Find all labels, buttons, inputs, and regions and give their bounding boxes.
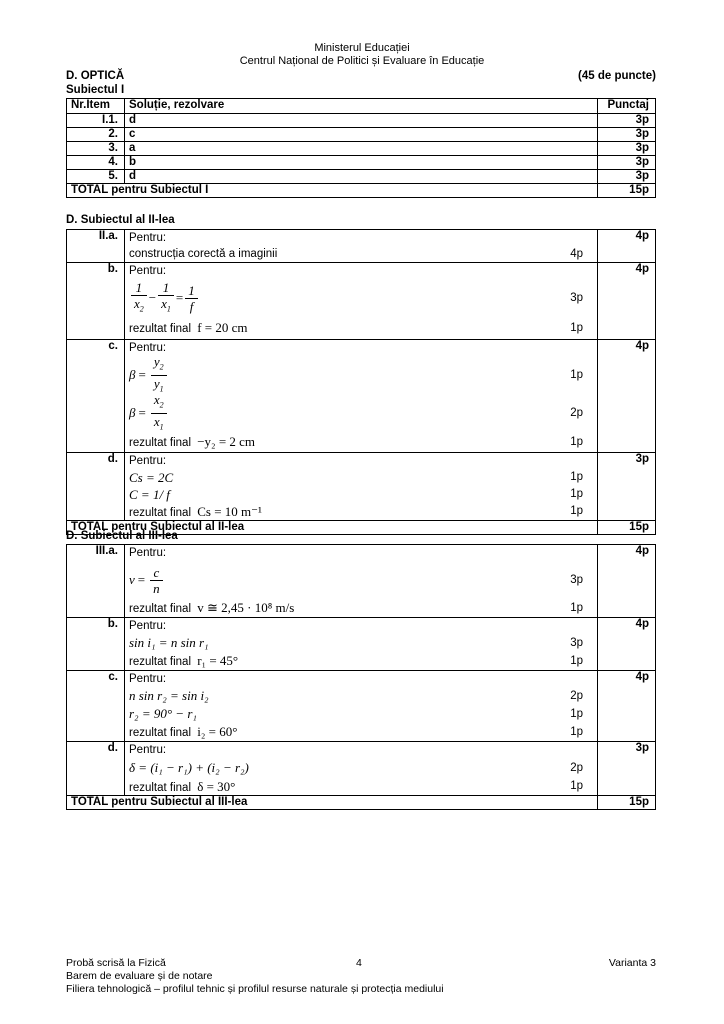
final-result-line — [129, 778, 593, 795]
page-number: 4 — [356, 957, 362, 969]
total-points: 15p — [598, 521, 656, 535]
points: 3p — [598, 156, 656, 170]
answer: d — [125, 114, 598, 128]
total-label: TOTAL pentru Subiectul al II-lea — [67, 521, 598, 535]
item-row-2a — [67, 230, 656, 263]
criterion-expression: δ = (i₁ − r₁) + (i₂ − r₂) — [129, 760, 249, 775]
item-points: 4p — [598, 671, 656, 742]
footer — [66, 957, 656, 969]
final-expression: r₁ = 45° — [197, 653, 239, 668]
variant-label: Varianta 3 — [608, 957, 656, 969]
answer: d — [125, 170, 598, 184]
final-expression: f = 20 cm — [197, 320, 248, 335]
table-row — [67, 128, 656, 142]
item-points: 4p — [598, 263, 656, 340]
criterion-points: 4p — [570, 248, 583, 260]
criterion-expression: n sin r₂ = sin i₂ — [129, 688, 209, 703]
pentru-label: Pentru: — [129, 673, 167, 685]
criterion-points: 2p — [570, 690, 583, 702]
footer-profile: Filiera tehnologică – profilul tehnic și profilul resurse naturale și protecția mediului — [66, 983, 444, 995]
criterion-line — [129, 486, 593, 503]
item-number: b. — [67, 618, 125, 671]
total-label: TOTAL pentru Subiectul al III-lea — [67, 796, 598, 810]
item-number: c. — [67, 671, 125, 742]
item-row-2c — [67, 340, 656, 453]
final-result-line — [129, 723, 593, 741]
criterion-expression: C = 1/ f — [129, 487, 170, 502]
pentru-label: Pentru: — [129, 744, 167, 756]
answer: a — [125, 142, 598, 156]
criterion-points: 3p — [570, 292, 583, 304]
lens-formula: $\frac{1}{x_2}$ − $\frac{1}{x_1}$ = $\frac{1}{f}$ 3p — [129, 279, 593, 317]
criterion-line — [129, 687, 593, 705]
item-row-3a — [67, 545, 656, 618]
criterion-points: 2p — [570, 407, 583, 419]
answer: b — [125, 156, 598, 170]
item-row-3c — [67, 671, 656, 742]
table-row — [67, 156, 656, 170]
total-label: TOTAL pentru Subiectul I — [67, 184, 598, 198]
points: 3p — [598, 170, 656, 184]
item-row-2b — [67, 263, 656, 340]
item-number: II.a. — [67, 230, 125, 263]
speed-formula: v = $\frac{c}{n}$ 3p — [129, 564, 583, 596]
section-title — [66, 70, 656, 82]
points: 3p — [598, 128, 656, 142]
section-points: (45 de puncte) — [578, 70, 656, 82]
final-points: 1p — [570, 436, 583, 448]
final-points: 1p — [570, 655, 583, 667]
criterion-points: 3p — [570, 637, 583, 649]
criterion-points: 1p — [570, 488, 583, 500]
final-label: rezultat final — [129, 727, 192, 739]
answer: c — [125, 128, 598, 142]
section-title-text: D. OPTICĂ — [66, 70, 125, 82]
final-label: rezultat final — [129, 782, 192, 794]
points: 3p — [598, 114, 656, 128]
final-points: 1p — [570, 780, 583, 792]
final-result-line — [129, 599, 593, 617]
final-result-line — [129, 503, 593, 520]
final-result-line — [129, 652, 593, 670]
criterion-points: 3p — [570, 574, 583, 586]
item-points: 3p — [598, 453, 656, 521]
total-points: 15p — [598, 796, 656, 810]
item-points: 4p — [598, 618, 656, 671]
item-row-3d — [67, 742, 656, 796]
item-row-3b — [67, 618, 656, 671]
item-number: 4. — [67, 156, 125, 170]
final-label: rezultat final — [129, 323, 192, 335]
pentru-label: Pentru: — [129, 455, 167, 467]
magnification-formula-1: β = $\frac{y_2}{y_1}$ 1p — [129, 353, 583, 394]
item-number: III.a. — [67, 545, 125, 618]
final-label: rezultat final — [129, 437, 192, 449]
criterion-line — [129, 634, 593, 652]
subject-2-table — [66, 229, 656, 535]
table-row — [67, 142, 656, 156]
final-expression: −y₂ = 2 cm — [197, 434, 256, 449]
footer-exam: Probă scrisă la Fizică — [66, 957, 166, 969]
subject-3-table — [66, 544, 656, 810]
final-label: rezultat final — [129, 507, 192, 519]
item-points: 3p — [598, 742, 656, 796]
criterion-line — [129, 469, 593, 486]
pentru-label: Pentru: — [129, 265, 167, 277]
final-points: 1p — [570, 726, 583, 738]
item-points: 4p — [598, 340, 656, 453]
criterion-line — [129, 246, 593, 262]
subject-1-title: Subiectul I — [66, 84, 125, 96]
pentru-label: Pentru: — [129, 342, 167, 354]
final-label: rezultat final — [129, 656, 192, 668]
criterion-text: construcția corectă a imaginii — [129, 248, 278, 260]
item-row-2d — [67, 453, 656, 521]
item-points: 4p — [598, 545, 656, 618]
ministry-header: Ministerul Educației — [314, 42, 410, 54]
col-points-header: Punctaj — [598, 99, 656, 114]
criterion-points: 1p — [570, 708, 583, 720]
total-points: 15p — [598, 184, 656, 198]
final-result-line — [129, 317, 593, 339]
subject-2-title: D. Subiectul al II-lea — [66, 214, 175, 226]
pentru-label: Pentru: — [129, 232, 167, 244]
col-item-header: Nr.Item — [67, 99, 125, 114]
subject-1-table — [66, 98, 656, 198]
final-expression: i₂ = 60° — [197, 724, 238, 739]
criterion-expression: Cs = 2C — [129, 470, 174, 485]
criterion-expression: sin i₁ = n sin r₁ — [129, 635, 209, 650]
criterion-expression: r₂ = 90° − r₁ — [129, 706, 197, 721]
item-number: I.1. — [67, 114, 125, 128]
final-label: rezultat final — [129, 603, 192, 615]
table-row — [67, 170, 656, 184]
item-points: 4p — [598, 230, 656, 263]
final-result-line — [129, 432, 593, 452]
item-number: d. — [67, 742, 125, 796]
final-expression: Cs = 10 m⁻¹ — [197, 504, 262, 519]
final-points: 1p — [570, 322, 583, 334]
item-number: c. — [67, 340, 125, 453]
criterion-points: 1p — [570, 369, 583, 381]
pentru-label: Pentru: — [129, 620, 167, 632]
final-points: 1p — [570, 505, 583, 517]
points: 3p — [598, 142, 656, 156]
subject-3-title: D. Subiectul al III-lea — [66, 530, 178, 542]
final-points: 1p — [570, 602, 583, 614]
criterion-points: 1p — [570, 471, 583, 483]
criterion-line — [129, 758, 593, 778]
item-number: 5. — [67, 170, 125, 184]
footer-barem: Barem de evaluare și de notare — [66, 970, 213, 982]
magnification-formula-2: β = $\frac{x_2}{x_1}$ 2p — [129, 391, 583, 432]
item-number: 2. — [67, 128, 125, 142]
item-number: d. — [67, 453, 125, 521]
col-solution-header: Soluție, rezolvare — [125, 99, 598, 114]
center-header: Centrul Național de Politici și Evaluare în Educație — [239, 55, 485, 67]
final-expression: v ≅ 2,45 · 10⁸ m/s — [197, 600, 295, 615]
table-row — [67, 114, 656, 128]
item-number: b. — [67, 263, 125, 340]
criterion-line — [129, 705, 593, 723]
item-number: 3. — [67, 142, 125, 156]
final-expression: δ = 30° — [197, 779, 236, 794]
criterion-points: 2p — [570, 762, 583, 774]
pentru-label: Pentru: — [129, 547, 167, 559]
